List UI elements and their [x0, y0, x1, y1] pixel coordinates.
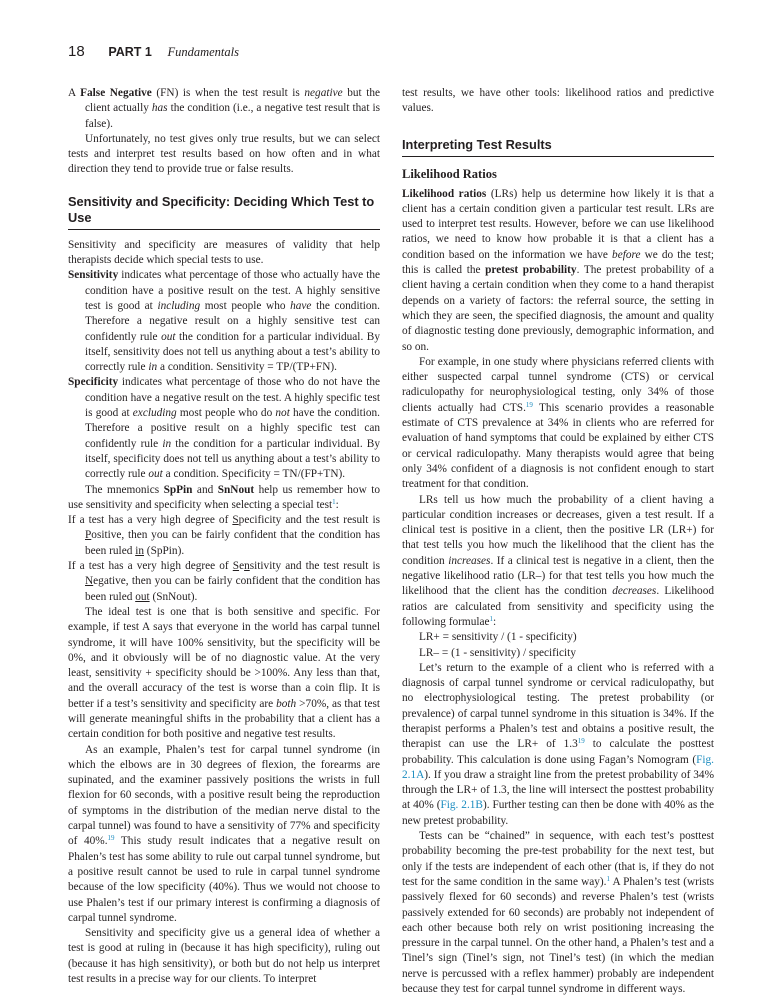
formula-lr-positive: LR+ = sensitivity / (1 - specificity): [419, 631, 577, 644]
paragraph: Sensitivity and specificity are measures of validity that help therapists decide which special tests to use.: [68, 238, 380, 267]
page-number: 18: [68, 43, 85, 60]
reference-link[interactable]: 19: [577, 737, 585, 746]
reference-link[interactable]: 19: [525, 400, 533, 409]
running-header: [68, 43, 239, 61]
subheading-likelihood-ratios: Likelihood Ratios: [402, 166, 497, 181]
reference-link[interactable]: 1: [332, 497, 336, 506]
left-column: [68, 86, 380, 987]
paragraph: test results, we have other tools: likelihood ratios and predictive values.: [402, 87, 714, 115]
chapter-title: Fundamentals: [167, 45, 239, 59]
formula-lr-negative: LR– = (1 - sensitivity) / specificity: [419, 646, 576, 659]
reference-link[interactable]: 1: [489, 614, 494, 623]
right-column: [402, 86, 714, 997]
figure-link[interactable]: Fig. 2.1A: [402, 753, 714, 781]
ideal-test-paragraph: The ideal test is one that is both sensitive and specific. For example, if test A says that everyone in the world has carpal tunnel syndrome, it will have 100% sensitivity, but the specificity will be 0%, and it obviously will be of no diagnostic value. At the very least, sensitivity + specificity should be >100%. Any less than that, and the overall accuracy of the test is worse than a coin flip. It is better if a test’s sensitivity and specificity are both >70%, as that test will generate meaningful shifts in the probability that a client has a certain condition for both positive and negative test results.: [68, 605, 380, 741]
example-paragraph: For example, in one study where physicians referred clients with either suspected carpal tunnel syndrome (CTS) or cervical radiculopathy for neurophysiological testing, only 34% of those clients actually had CTS.$^{19}$ This scenario provides a reasonable estimate of CTS prevalence at 34% in clients who are referred for evaluation of hand symptoms that could be explained by either CTS or cervical radiculopathy. Many therapists would agree that being only 34% confident of a diagnosis is not confident enough to start treatment for that condition.: [402, 355, 714, 491]
section-heading-sensitivity: Sensitivity and Specificity: Deciding Which Test to Use: [68, 194, 380, 230]
reference-link[interactable]: 1: [606, 874, 610, 883]
mnemonics-paragraph: The mnemonics SpPin and SnNout help us remember how to use sensitivity and specificity when selecting a special test$^1$:: [68, 483, 380, 511]
sppin-item: If a test has a very high degree of Specificity and the test result is Positive, then you can be fairly confident that the condition has been ruled in (SpPin).: [68, 514, 380, 557]
sensitivity-definition: Sensitivity indicates what percentage of those who actually have the condition have a positive result on the test. A highly sensitive test is good at including most people who have the condition. Therefore a negative result on a highly sensitive test can confidently rule out the condition for a particular individual. By itself, sensitivity does not tell us anything about a test’s ability to correctly rule in a condition. Sensitivity = TP/(TP+FN).: [68, 269, 380, 374]
chaining-paragraph: Tests can be “chained” in sequence, with each test’s posttest probability becoming the pre-test probability for the next test, but only if the tests are independent of each other (that is, if they do not test for the same condition in the same way).$^1$ A Phalen’s test (wrists passively flexed for 60 seconds) and reverse Phalen’s test (wrists passively extended for 60 seconds) are probably not independent of each other because both rely on wrist positioning increasing the pressure in the carpal tunnel. On the other hand, a Phalen’s test and a Tinel’s sign (Tinel’s sign, not Tinel’s test) (in which the median nerve is percussed with a reflex hammer) probably are independent because they test for carpal tunnel syndrome in different ways.: [402, 830, 714, 996]
section-heading-interpreting: Interpreting Test Results: [402, 137, 714, 157]
snnout-item: If a test has a very high degree of Sensitivity and the test result is Negative, then you can be fairly confident that the condition has been ruled out (SnNout).: [68, 560, 380, 603]
phalen-paragraph: As an example, Phalen’s test for carpal tunnel syndrome (in which the elbows are in 30 degrees of flexion, the forearms are supinated, and the examiner passively positions the wrists in full flexion for 60 seconds, with a positive result being the reproduction of symptoms in the distribution of the median nerve distal to the carpal tunnel) was found to have a sensitivity of 77% and specificity of 40%.$^{19}$ This study result indicates that a negative result on Phalen’s test has some ability to rule out carpal tunnel syndrome, but a positive result cannot be used to rule in carpal tunnel syndrome because of the low specificity (40%). Thus we would not choose to use Phalen’s test if our primary interest is confirming a diagnosis of carpal tunnel syndrome.: [68, 743, 380, 924]
specificity-definition: Specificity indicates what percentage of those who do not have the condition have a negative result on the test. A highly specific test is good at excluding most people who do not have the condition. Therefore a positive result on a highly specific test can confidently rule in the condition for a particular individual. By itself, specificity does not tell us anything about a test’s ability to correctly rule out a condition. Specificity = TN/(FP+TN).: [68, 376, 380, 481]
likelihood-ratios-paragraph: Likelihood ratios (LRs) help us determine how likely it is that a client has a certain condition given a particular test result. LRs are used to interpret test results. However, before we can use likelihood ratios, we need to know how probable it is that a client has a condition based on the information we have before we do the test; this is called the pretest probability. The pretest probability of a client having a certain condition when they come to a hand therapist depends on a variety of factors: the referral source, the setting in which they are seen, the specified diagnosis, the amount and quality of diagnostic testing done previously, demographic information, and so on.: [402, 187, 715, 353]
false-negative-definition: A False Negative (FN) is when the test result is negative but the client actually has the condition (i.e., a negative test result that is false).: [68, 87, 381, 130]
reference-link[interactable]: 19: [107, 834, 115, 843]
paragraph: Unfortunately, no test gives only true results, but we can select tests and interpret test results based on how often and in what direction they tend to provide true or false results.: [68, 132, 380, 176]
part-label: PART 1: [108, 45, 152, 59]
return-example-paragraph: Let’s return to the example of a client who is referred with a diagnosis of carpal tunnel syndrome or cervical radiculopathy, but no electrophysiological testing. The pretest probability (or prevalence) of carpal tunnel syndrome in this situation is 34%. If the therapist performs a Phalen’s test and obtains a positive result, the therapist can use the LR+ of 1.3$^{19}$ to calculate the posttest probability. This calculation is done using Fagan’s Nomogram (Fig. 2.1A). If you draw a straight line from the pretest probability of 34% through the LR+ of 1.3, the line will intersect the posttest probability at 40% (Fig. 2.1B). Further testing can then be done with 40% as the new pretest probability.: [402, 661, 714, 827]
figure-link[interactable]: Fig. 2.1B: [440, 799, 483, 812]
paragraph: Sensitivity and specificity give us a general idea of whether a test is good at ruling in (because it has high specificity), ruling out (because it has high sensitivity), or both but do not help us interpret test results in a precise way for our clients. To interpret: [68, 927, 380, 986]
lr-paragraph: LRs tell us how much the probability of a client having a particular condition increases or decreases, given a test result. If a clinical test is positive in a client, then the positive LR (LR+) for that test tells you how much the likelihood that the client has the condition increases. If a clinical test is negative in a client, then the negative likelihood ratio (LR–) for that test tells you how much the likelihood that the client has the condition decreases. Likelihood ratios are calculated from sensitivity and specificity using the following formulae$^1$:: [402, 493, 715, 628]
